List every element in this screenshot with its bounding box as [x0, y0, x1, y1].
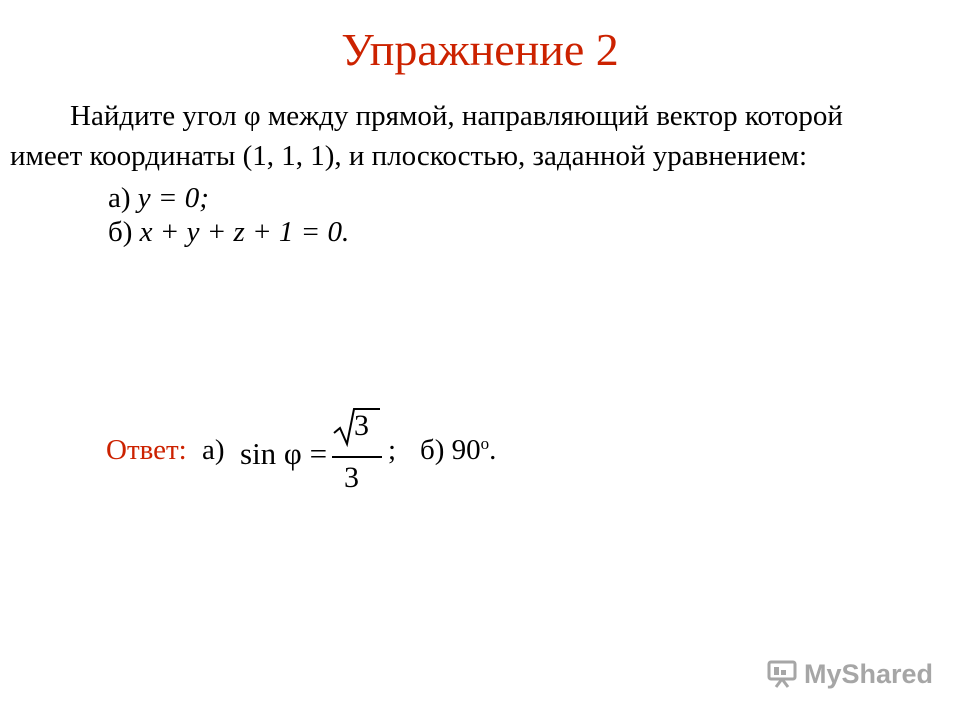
- item-a-label: а): [108, 182, 138, 214]
- problem-line-2: имеет координаты (1, 1, 1), и плоскостью, заданной уравнением:: [10, 140, 808, 172]
- formula-numerator-value: 3: [354, 409, 369, 442]
- answer-part-a-label: а): [202, 434, 225, 466]
- presentation-screen-icon: [766, 659, 798, 689]
- item-a: [108, 180, 209, 216]
- fraction-bar: [332, 456, 382, 458]
- slide-title: Упражнение 2: [341, 24, 619, 75]
- watermark: [766, 654, 933, 694]
- formula-denominator: 3: [344, 461, 359, 494]
- answer-separator: ;: [388, 434, 397, 466]
- formula-numerator: [332, 406, 382, 448]
- item-b: [108, 214, 349, 250]
- item-b-equation: x + y + z + 1 = 0.: [139, 216, 350, 248]
- answer-part-b-end: .: [489, 434, 497, 466]
- degree-mark: o: [480, 434, 490, 453]
- item-b-label: б): [108, 216, 140, 248]
- item-a-equation: y = 0;: [137, 182, 209, 214]
- problem-line-1: Найдите угол φ между прямой, направляющий вектор которой: [70, 100, 843, 132]
- answer-part-b-text: б) 90: [420, 434, 481, 466]
- watermark-text: MyShared: [804, 658, 934, 689]
- answer-formula: [240, 406, 400, 498]
- answer-label: Ответ:: [106, 434, 187, 466]
- formula-lhs: sin φ =: [240, 436, 328, 471]
- problem-statement: [10, 96, 940, 176]
- answer-part-b: [420, 434, 496, 467]
